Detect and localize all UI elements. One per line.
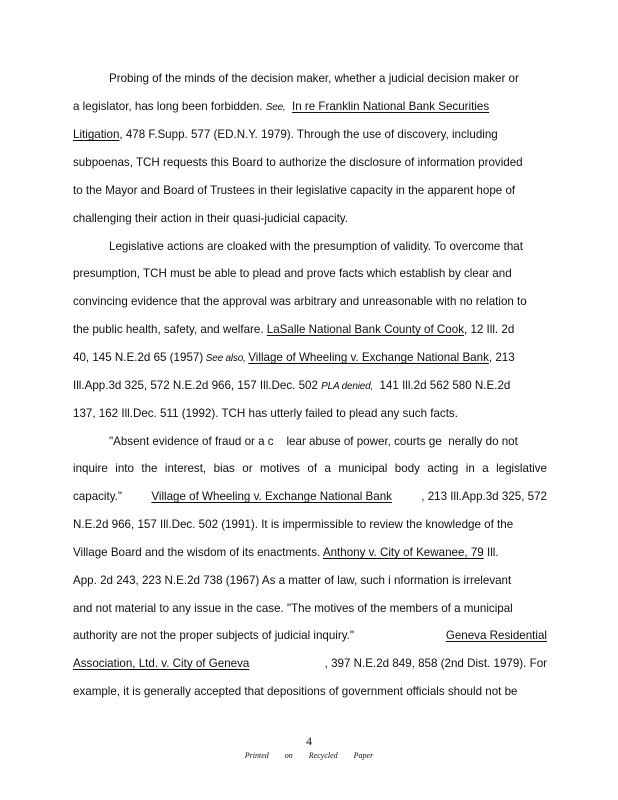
body-line — [109, 239, 547, 255]
body-line — [73, 461, 547, 477]
body-line — [73, 628, 547, 644]
case-citation: Litigation — [73, 128, 120, 141]
body-line — [73, 545, 547, 561]
body-line — [73, 99, 547, 116]
text-run: 137, 162 Ill.Dec. 511 (1992). TCH has utterly failed to plead any such facts. — [73, 407, 458, 420]
text-run: subpoenas, TCH requests this Board to authorize the disclosure of information provided — [73, 156, 523, 169]
text-run: inquire into the interest, bias or motives of a municipal body acting in a legislative — [73, 462, 547, 475]
case-citation: Geneva Residential — [445, 629, 547, 642]
text-run: , 397 N.E.2d 849, 858 (2nd Dist. 1979). For — [324, 657, 547, 670]
case-citation: In re Franklin National Bank Securities — [291, 100, 490, 113]
body-line — [73, 684, 547, 700]
text-run: to the Mayor and Board of Trustees in their legislative capacity in the apparent hope of — [73, 184, 516, 197]
text-run: , 213 Ill.App.3d 325, 572 — [421, 490, 547, 503]
text-run: challenging their action in their quasi-judicial capacity. — [73, 212, 348, 225]
text-run: Village Board and the wisdom of its enactments. — [73, 546, 323, 559]
text-run: the public health, safety, and welfare. — [73, 323, 267, 336]
text-run: presumption, TCH must be able to plead and prove facts which establish by clear and — [73, 267, 512, 280]
body-line — [73, 489, 547, 505]
recycled-paper-note: Printed on Recycled Paper — [244, 751, 374, 760]
body-line — [73, 322, 547, 338]
text-run: example, it is generally accepted that depositions of government officials should not be — [73, 685, 518, 698]
case-citation: LaSalle National Bank County of Cook — [266, 323, 464, 336]
case-citation: Village of Wheeling v. Exchange National Bank — [151, 490, 392, 503]
body-line — [73, 656, 547, 672]
body-line — [73, 378, 547, 395]
text-run: a legislator, has long been forbidden. — [73, 100, 266, 113]
body-line — [73, 266, 547, 282]
body-line — [73, 294, 547, 310]
text-run: and not material to any issue in the case. "The motives of the members of a municipal — [73, 602, 513, 615]
text-run: Ill. — [483, 546, 499, 559]
text-run: Ill.App.3d 325, 572 N.E.2d 966, 157 Ill.Dec. 502 — [73, 379, 322, 392]
text-run: "Absent evidence of fraud or a c lear abuse of power, courts ge nerally do not — [109, 435, 518, 448]
body-line — [109, 71, 547, 87]
citation-signal: See, — [265, 102, 286, 113]
body-line — [73, 127, 547, 143]
text-run: 40, 145 N.E.2d 65 (1957) — [73, 351, 204, 364]
page-number: 4 — [306, 734, 312, 748]
citation-signal: PLA denied, — [321, 381, 374, 392]
text-run: 141 Ill.2d 562 580 N.E.2d — [373, 379, 511, 392]
body-line — [109, 434, 547, 450]
case-citation: Village of Wheeling v. Exchange National Bank — [248, 351, 489, 364]
body-line — [73, 155, 547, 171]
case-citation: Anthony v. City of Kewanee, 79 — [322, 546, 484, 559]
text-run: , 478 F.Supp. 577 (ED.N.Y. 1979). Through the use of discovery, including — [119, 128, 498, 141]
case-citation: Association, Ltd. v. City of Geneva — [73, 657, 250, 670]
body-line — [73, 601, 547, 617]
body-line — [73, 517, 547, 533]
text-run: , 12 Ill. 2d — [464, 323, 515, 336]
text-run: , 213 — [488, 351, 515, 364]
text-run: convincing evidence that the approval was arbitrary and unreasonable with no relation to — [73, 295, 527, 308]
body-line — [73, 406, 547, 422]
body-line — [73, 573, 547, 589]
body-line — [73, 350, 547, 367]
citation-signal: See also, — [203, 353, 249, 364]
text-run: capacity." — [73, 490, 123, 503]
text-run: Legislative actions are cloaked with the presumption of validity. To overcome that — [109, 240, 523, 253]
body-line — [73, 211, 547, 227]
text-run: Probing of the minds of the decision maker, whether a judicial decision maker or — [109, 72, 519, 85]
body-line — [73, 183, 547, 199]
text-run: authority are not the proper subjects of judicial inquiry." — [73, 629, 355, 642]
text-run: App. 2d 243, 223 N.E.2d 738 (1967) As a matter of law, such i nformation is irrelevant — [73, 574, 512, 587]
text-run: N.E.2d 966, 157 Ill.Dec. 502 (1991). It is impermissible to review the knowledge of the — [73, 518, 514, 531]
